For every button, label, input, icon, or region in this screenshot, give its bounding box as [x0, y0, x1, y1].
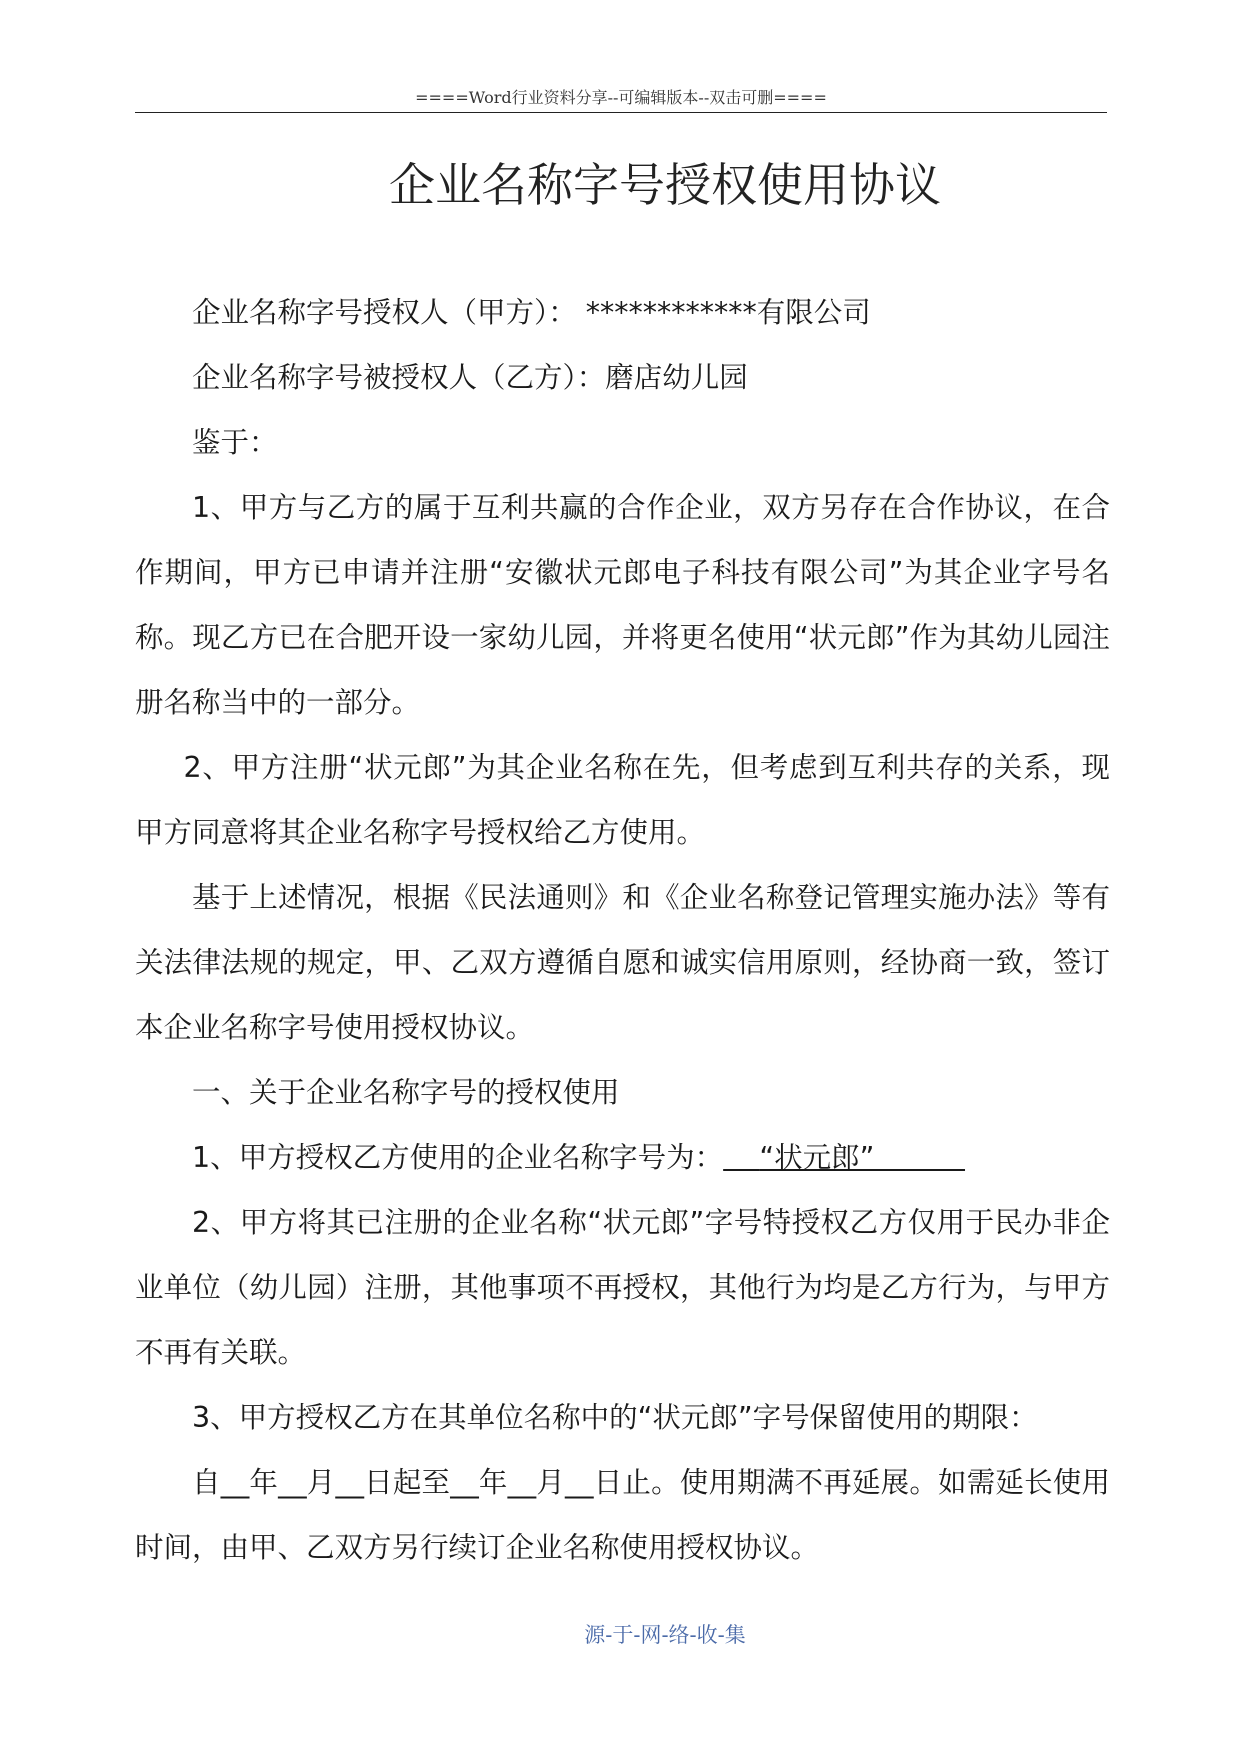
- recital-1: 1、甲方与乙方的属于互利共赢的合作企业，双方另存在合作协议，在合作期间，甲方已申请并注册“安徽状元郎电子科技有限公司”为其企业字号名称。现乙方已在合肥开设一家幼儿园，并将更名使用“状元郎”作为其幼儿园注册名称当中的一部分。: [135, 491, 1110, 719]
- trade-name-field: “状元郎”: [723, 1141, 966, 1174]
- clause-1: [135, 1125, 1110, 1190]
- document-title: 企业名称字号授权使用协议: [389, 158, 941, 212]
- clause-1-label: 1、甲方授权乙方使用的企业名称字号为：: [192, 1141, 724, 1174]
- party-b-line: 企业名称字号被授权人（乙方）：磨店幼儿园: [192, 361, 748, 394]
- basis-paragraph: 基于上述情况，根据《民法通则》和《企业名称登记管理实施办法》等有关法律法规的规定，甲、乙双方遵循自愿和诚实信用原则，经协商一致，签订本企业名称字号使用授权协议。: [135, 881, 1110, 1044]
- page-header-banner: ====Word行业资料分享--可编辑版本--双击可删====: [135, 84, 1107, 113]
- document-body: [135, 280, 1110, 1580]
- page-footer: 源-于-网-络-收-集: [584, 1623, 746, 1647]
- term-paragraph: 自__年__月__日起至__年__月__日止。使用期满不再延展。如需延长使用时间，由甲、乙双方另行续订企业名称使用授权协议。: [135, 1466, 1110, 1564]
- party-a-line: 企业名称字号授权人（甲方）： ************有限公司: [192, 296, 871, 329]
- clause-3: 3、甲方授权乙方在其单位名称中的“状元郎”字号保留使用的期限：: [192, 1401, 1038, 1434]
- whereas-heading: 鉴于：: [192, 426, 278, 459]
- section-1-heading: 一、关于企业名称字号的授权使用: [192, 1076, 620, 1109]
- clause-2: 2、甲方将其已注册的企业名称“状元郎”字号特授权乙方仅用于民办非企业单位（幼儿园）注册，其他事项不再授权，其他行为均是乙方行为，与甲方不再有关联。: [135, 1206, 1110, 1369]
- recital-2: 2、甲方注册“状元郎”为其企业名称在先，但考虑到互利共存的关系，现甲方同意将其企业名称字号授权给乙方使用。: [135, 751, 1110, 849]
